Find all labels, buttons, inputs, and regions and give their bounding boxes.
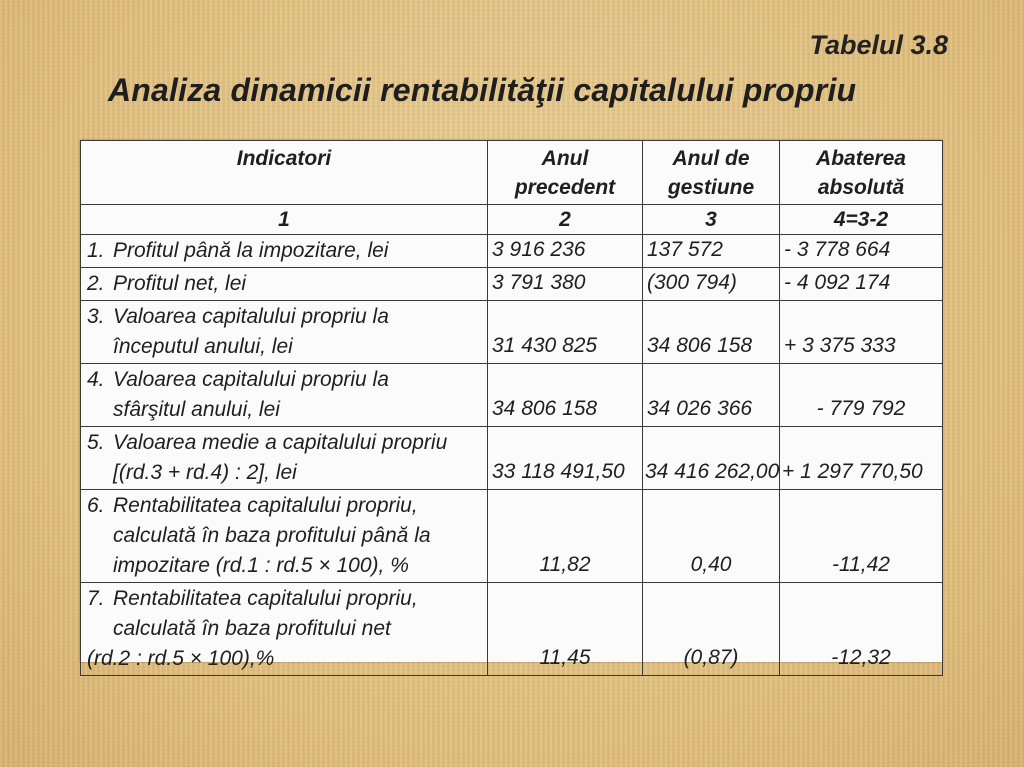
row-value-current: 34 416 262,00 [643,427,780,490]
column-number-2: 2 [488,205,643,235]
row-indicator: 4. Valoarea capitalului propriu la sfârşitul anului, lei [81,364,488,427]
profitability-table-container [80,140,942,670]
row-value-current: 0,40 [643,490,780,583]
row-value-current: 34 026 366 [643,364,780,427]
row-value-previous: 11,82 [488,490,643,583]
row-indicator: 1. Profitul până la impozitare, lei [81,235,488,268]
row-indicator: 3. Valoarea capitalului propriu la începutul anului, lei [81,301,488,364]
header-abaterea-absoluta: Abaterea absolută [780,141,943,205]
row-value-deviation: - 4 092 174 [780,268,943,301]
table-label: Tabelul 3.8 [809,30,948,60]
row-indicator: 5. Valoarea medie a capitalului propriu [(rd.3 + rd.4) : 2], lei [81,427,488,490]
header-anul-precedent: Anul precedent [488,141,643,205]
row-indicator: 7. Rentabilitatea capitalului propriu, calculată în baza profitului net (rd.2 : rd.5 × 100),% [81,583,488,676]
row-value-previous: 34 806 158 [488,364,643,427]
row-value-previous: 3 916 236 [488,235,643,268]
row-indicator: 2. Profitul net, lei [81,268,488,301]
row-value-previous: 3 791 380 [488,268,643,301]
row-value-deviation: -12,32 [780,583,943,676]
table-row [81,490,943,583]
row-value-previous: 11,45 [488,583,643,676]
page-title: Analiza dinamicii rentabilităţii capitalului propriu [108,72,857,108]
row-value-previous: 33 118 491,50 [488,427,643,490]
column-number-4: 4=3-2 [780,205,943,235]
table-row [81,583,943,676]
row-value-previous: 31 430 825 [488,301,643,364]
row-indicator: 6. Rentabilitatea capitalului propriu, calculată în baza profitului până la impozitare (rd.1 : rd.5 × 100), % [81,490,488,583]
profitability-table [80,140,943,676]
table-row [81,364,943,427]
column-number-1: 1 [81,205,488,235]
header-indicatori: Indicatori [81,141,488,205]
table-row [81,235,943,268]
table-row [81,427,943,490]
table-row [81,268,943,301]
row-value-deviation: + 3 375 333 [780,301,943,364]
row-value-current: (0,87) [643,583,780,676]
table-row [81,301,943,364]
row-value-deviation: + 1 297 770,50 [780,427,943,490]
row-value-current: 137 572 [643,235,780,268]
row-value-deviation: - 779 792 [780,364,943,427]
column-number-3: 3 [643,205,780,235]
row-value-deviation: -11,42 [780,490,943,583]
row-value-current: (300 794) [643,268,780,301]
header-anul-de-gestiune: Anul de gestiune [643,141,780,205]
column-number-row [81,205,943,235]
row-value-current: 34 806 158 [643,301,780,364]
header-row [81,141,943,205]
row-value-deviation: - 3 778 664 [780,235,943,268]
